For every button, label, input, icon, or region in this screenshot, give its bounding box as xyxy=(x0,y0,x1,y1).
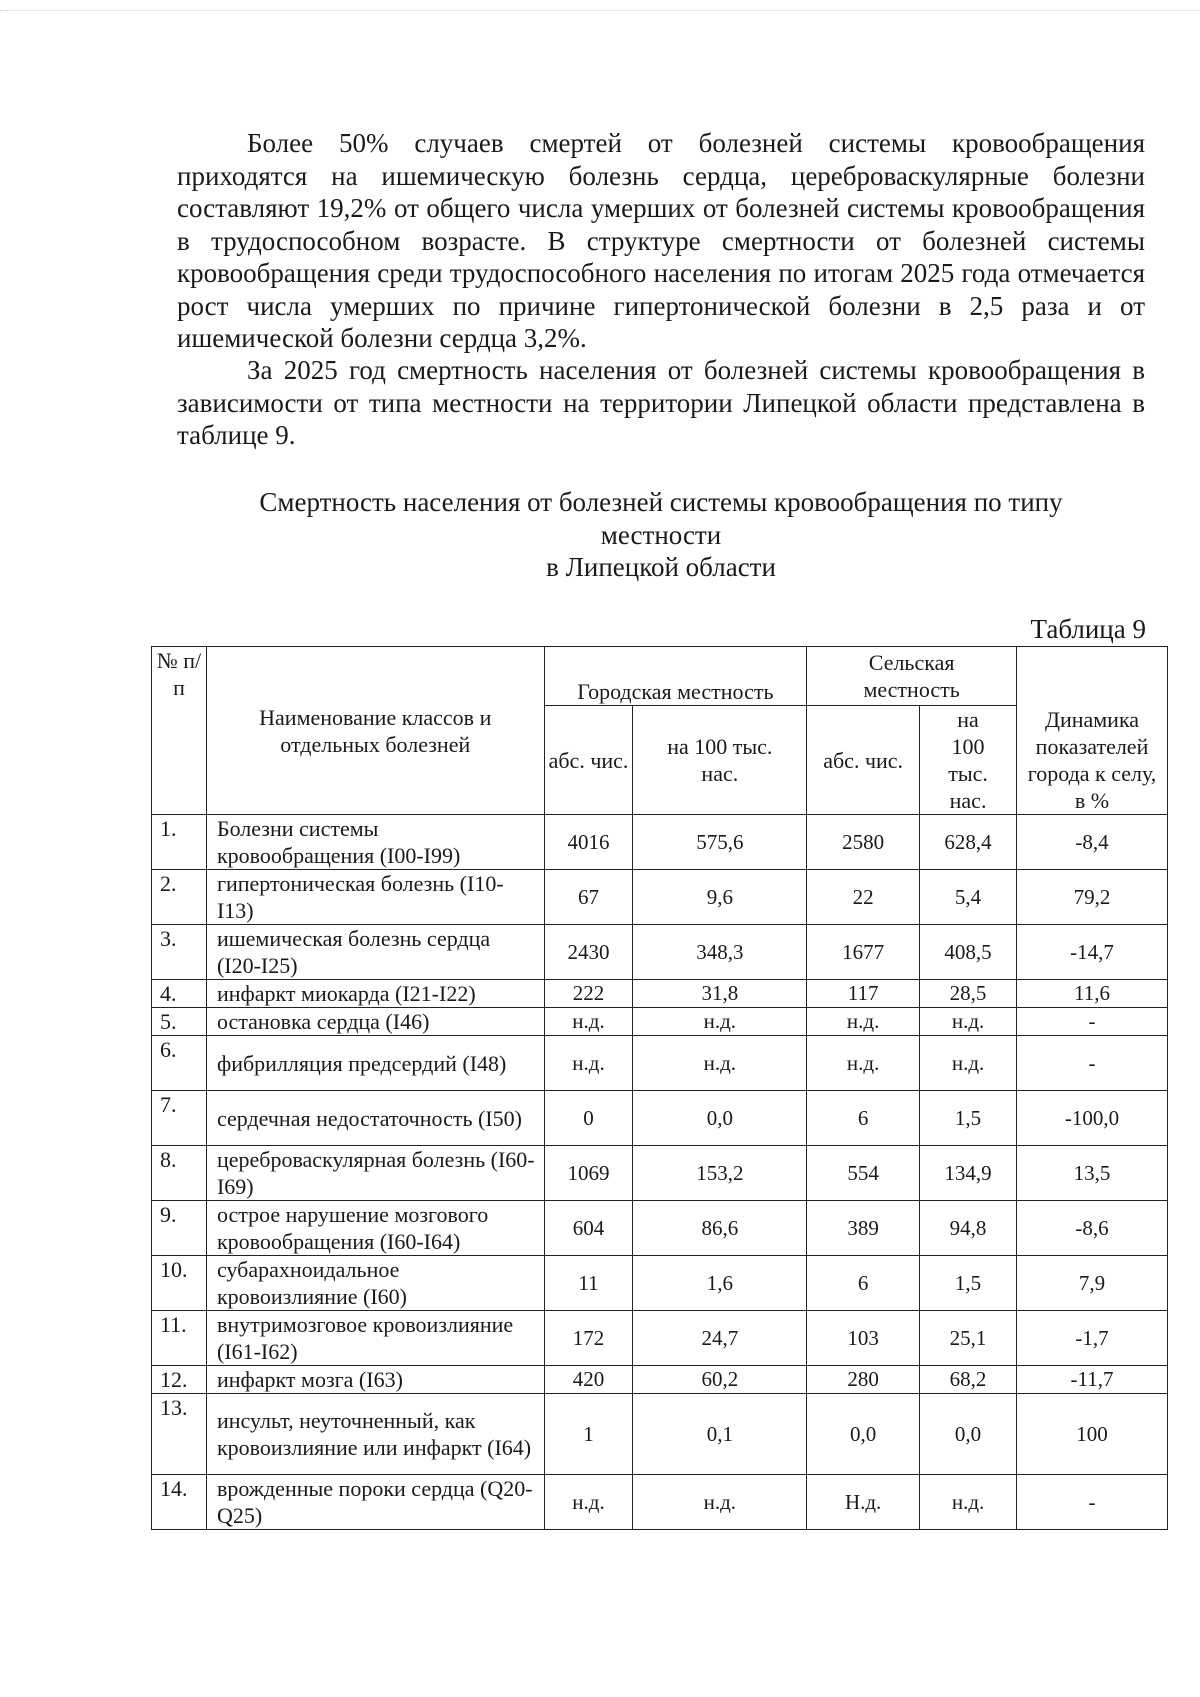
urban-abs-cell: 11 xyxy=(544,1256,633,1311)
dynamics-cell: - xyxy=(1017,1008,1168,1036)
table-row xyxy=(152,1256,1168,1311)
row-num: 9. xyxy=(152,1201,207,1256)
rural-abs-cell: 103 xyxy=(807,1311,920,1366)
row-name: ишемическая болезнь сердца (I20-I25) xyxy=(206,925,544,980)
header-urban-rate: на 100 тыс. нас. xyxy=(633,706,807,815)
dynamics-cell: 100 xyxy=(1017,1394,1168,1475)
urban-rate-cell: 60,2 xyxy=(633,1366,807,1394)
urban-abs-cell: 420 xyxy=(544,1366,633,1394)
rural-abs-cell: 389 xyxy=(807,1201,920,1256)
scan-edge-line xyxy=(0,10,1200,11)
table-title-line-2: местности xyxy=(600,519,722,550)
rural-rate-cell: 408,5 xyxy=(920,925,1017,980)
rural-abs-cell: н.д. xyxy=(807,1008,920,1036)
urban-abs-cell: н.д. xyxy=(544,1036,633,1091)
header-dynamics: Динамика показателей города к селу, в % xyxy=(1017,647,1168,815)
table-row xyxy=(152,1008,1168,1036)
row-num: 4. xyxy=(152,980,207,1008)
header-name: Наименование классов и отдельных болезней xyxy=(206,647,544,815)
rural-rate-cell: 28,5 xyxy=(920,980,1017,1008)
table-row xyxy=(152,1394,1168,1475)
table-row xyxy=(152,1475,1168,1530)
row-name: врожденные пороки сердца (Q20-Q25) xyxy=(206,1475,544,1530)
rural-rate-cell: 1,5 xyxy=(920,1256,1017,1311)
row-num: 6. xyxy=(152,1036,207,1091)
paragraph-1: Более 50% случаев смертей от болезней системы кровообращения приходятся на ишемическую болезнь сердца, цереброваскулярные болезни составляют 19,2% от общего числа умерших от болезней системы кровообращения в трудоспособном возрасте. В структуре смертности от болезней системы кровообращения среди трудоспособного населения по итогам 2025 года отмечается рост числа умерших по причине гипертонической болезни в 2,5 раза и от ишемической болезни сердца 3,2%. xyxy=(177,128,1145,353)
dynamics-cell: -11,7 xyxy=(1017,1366,1168,1394)
row-name: фибрилляция предсердий (I48) xyxy=(206,1036,544,1091)
urban-rate-cell: 348,3 xyxy=(633,925,807,980)
dynamics-cell: -8,6 xyxy=(1017,1201,1168,1256)
rural-abs-cell: 2580 xyxy=(807,815,920,870)
table-number: Таблица 9 xyxy=(1030,614,1146,644)
row-name: гипертоническая болезнь (I10-I13) xyxy=(206,870,544,925)
urban-rate-cell: н.д. xyxy=(633,1008,807,1036)
urban-abs-cell: 1 xyxy=(544,1394,633,1475)
table-title-line-3: в Липецкой области xyxy=(546,552,776,582)
table-row xyxy=(152,1091,1168,1146)
urban-abs-cell: 1069 xyxy=(544,1146,633,1201)
table-row xyxy=(152,1311,1168,1366)
row-name: остановка сердца (I46) xyxy=(206,1008,544,1036)
rural-rate-cell: н.д. xyxy=(920,1475,1017,1530)
dynamics-cell: 13,5 xyxy=(1017,1146,1168,1201)
row-num: 12. xyxy=(152,1366,207,1394)
urban-rate-cell: 9,6 xyxy=(633,870,807,925)
header-urban-abs: абс. чис. xyxy=(544,706,633,815)
urban-abs-cell: 222 xyxy=(544,980,633,1008)
urban-abs-cell: 67 xyxy=(544,870,633,925)
header-rural: Сельская местность xyxy=(807,647,1017,706)
row-name: Болезни системы кровообращения (I00-I99) xyxy=(206,815,544,870)
header-num: № п/п xyxy=(152,647,207,815)
rural-abs-cell: 6 xyxy=(807,1091,920,1146)
rural-rate-cell: 1,5 xyxy=(920,1091,1017,1146)
urban-rate-cell: 1,6 xyxy=(633,1256,807,1311)
row-name: сердечная недостаточность (I50) xyxy=(206,1091,544,1146)
row-num: 7. xyxy=(152,1091,207,1146)
row-name: внутримозговое кровоизлияние (I61-I62) xyxy=(206,1311,544,1366)
header-rural-rate: на 100 тыс. нас. xyxy=(920,706,1017,815)
urban-rate-cell: 0,0 xyxy=(633,1091,807,1146)
urban-rate-cell: 0,1 xyxy=(633,1394,807,1475)
rural-abs-cell: 6 xyxy=(807,1256,920,1311)
urban-abs-cell: 4016 xyxy=(544,815,633,870)
mortality-table xyxy=(151,646,1168,1530)
row-num: 11. xyxy=(152,1311,207,1366)
rural-abs-cell: 1677 xyxy=(807,925,920,980)
urban-abs-cell: 604 xyxy=(544,1201,633,1256)
header-urban: Городская местность xyxy=(544,647,807,706)
urban-abs-cell: 2430 xyxy=(544,925,633,980)
table-row xyxy=(152,1201,1168,1256)
row-name: острое нарушение мозгового кровообращения (I60-I64) xyxy=(206,1201,544,1256)
row-num: 2. xyxy=(152,870,207,925)
row-num: 8. xyxy=(152,1146,207,1201)
rural-abs-cell: 0,0 xyxy=(807,1394,920,1475)
table-row xyxy=(152,925,1168,980)
urban-rate-cell: н.д. xyxy=(633,1036,807,1091)
urban-abs-cell: н.д. xyxy=(544,1008,633,1036)
row-num: 14. xyxy=(152,1475,207,1530)
rural-rate-cell: 68,2 xyxy=(920,1366,1017,1394)
row-name: инсульт, неуточненный, как кровоизлияние или инфаркт (I64) xyxy=(206,1394,544,1475)
table-row xyxy=(152,1146,1168,1201)
urban-rate-cell: 153,2 xyxy=(633,1146,807,1201)
rural-rate-cell: 134,9 xyxy=(920,1146,1017,1201)
dynamics-cell: - xyxy=(1017,1475,1168,1530)
urban-rate-cell: 31,8 xyxy=(633,980,807,1008)
row-num: 10. xyxy=(152,1256,207,1311)
row-num: 3. xyxy=(152,925,207,980)
table-row xyxy=(152,1366,1168,1394)
rural-rate-cell: н.д. xyxy=(920,1036,1017,1091)
rural-rate-cell: н.д. xyxy=(920,1008,1017,1036)
urban-abs-cell: н.д. xyxy=(544,1475,633,1530)
table-row xyxy=(152,1036,1168,1091)
dynamics-cell: - xyxy=(1017,1036,1168,1091)
row-name: инфаркт миокарда (I21-I22) xyxy=(206,980,544,1008)
dynamics-cell: -8,4 xyxy=(1017,815,1168,870)
header-rural-abs: абс. чис. xyxy=(807,706,920,815)
rural-abs-cell: н.д. xyxy=(807,1036,920,1091)
rural-rate-cell: 5,4 xyxy=(920,870,1017,925)
row-num: 13. xyxy=(152,1394,207,1475)
dynamics-cell: -14,7 xyxy=(1017,925,1168,980)
urban-rate-cell: 24,7 xyxy=(633,1311,807,1366)
table-row xyxy=(152,815,1168,870)
table-row xyxy=(152,870,1168,925)
rural-abs-cell: 554 xyxy=(807,1146,920,1201)
row-name: инфаркт мозга (I63) xyxy=(206,1366,544,1394)
dynamics-cell: -1,7 xyxy=(1017,1311,1168,1366)
rural-rate-cell: 0,0 xyxy=(920,1394,1017,1475)
row-name: субарахноидальное кровоизлияние (I60) xyxy=(206,1256,544,1311)
urban-rate-cell: 86,6 xyxy=(633,1201,807,1256)
rural-rate-cell: 628,4 xyxy=(920,815,1017,870)
urban-rate-cell: н.д. xyxy=(633,1475,807,1530)
rural-abs-cell: 280 xyxy=(807,1366,920,1394)
urban-rate-cell: 575,6 xyxy=(633,815,807,870)
table-row xyxy=(152,980,1168,1008)
urban-abs-cell: 0 xyxy=(544,1091,633,1146)
table-title xyxy=(177,486,1145,584)
row-num: 1. xyxy=(152,815,207,870)
rural-rate-cell: 25,1 xyxy=(920,1311,1017,1366)
rural-rate-cell: 94,8 xyxy=(920,1201,1017,1256)
row-name: цереброваскулярная болезнь (I60-I69) xyxy=(206,1146,544,1201)
dynamics-cell: 7,9 xyxy=(1017,1256,1168,1311)
dynamics-cell: -100,0 xyxy=(1017,1091,1168,1146)
urban-abs-cell: 172 xyxy=(544,1311,633,1366)
table-title-line-1: Смертность населения от болезней системы кровообращения по типу xyxy=(259,487,1063,517)
dynamics-cell: 79,2 xyxy=(1017,870,1168,925)
dynamics-cell: 11,6 xyxy=(1017,980,1168,1008)
rural-abs-cell: 117 xyxy=(807,980,920,1008)
row-num: 5. xyxy=(152,1008,207,1036)
paragraph-2: За 2025 год смертность населения от болезней системы кровообращения в зависимости от типа местности на территории Липецкой области представлена в таблице 9. xyxy=(177,355,1145,450)
rural-abs-cell: 22 xyxy=(807,870,920,925)
rural-abs-cell: Н.д. xyxy=(807,1475,920,1530)
